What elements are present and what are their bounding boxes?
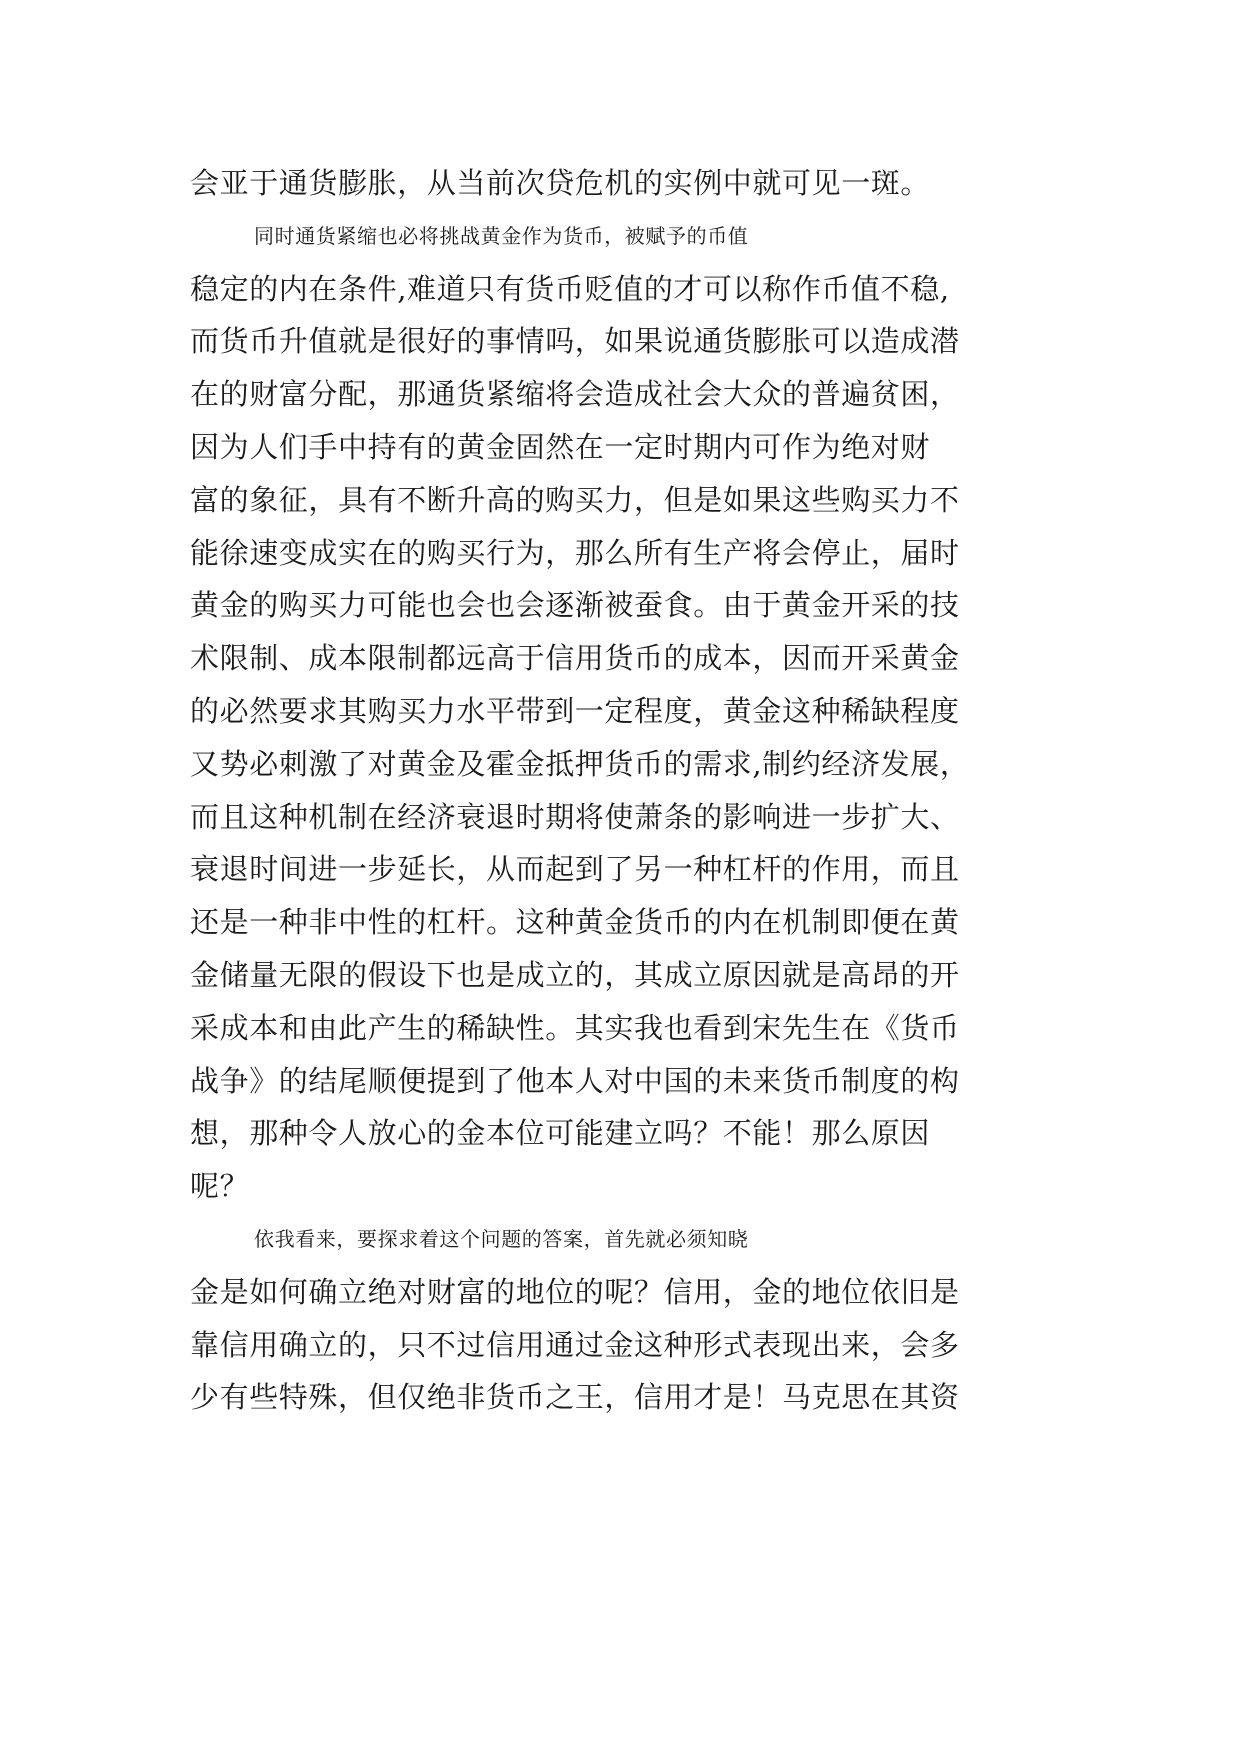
- text-line: 术限制、成本限制都远高于信用货币的成本，因而开采黄金: [190, 641, 960, 676]
- text-line: 又势必刺激了对黄金及霍金抵押货币的需求,制约经济发展，: [190, 746, 970, 781]
- text-line: 黄金的购买力可能也会也会逐渐被蚕食。由于黄金开采的技: [190, 588, 960, 623]
- text-line: 因为人们手中持有的黄金固然在一定时期内可作为绝对财: [190, 429, 931, 464]
- text-line: 依我看来，要探求着这个问题的答案，首先就必须知晓: [254, 1226, 749, 1251]
- text-line: 衰退时间进一步延长，从而起到了另一种杠杆的作用，而且: [190, 852, 960, 887]
- text-line: 少有些特殊，但仅绝非货币之王，信用才是！马克思在其资: [190, 1380, 960, 1415]
- text-line: 而货币升值就是很好的事情吗，如果说通货膨胀可以造成潜: [190, 324, 960, 359]
- text-line: 靠信用确立的，只不过信用通过金这种形式表现出来，会多: [190, 1327, 960, 1362]
- text-line: 稳定的内在条件,难道只有货币贬值的才可以称作币值不稳,: [190, 271, 950, 306]
- text-line: 战争》的结尾顺便提到了他本人对中国的未来货币制度的构: [190, 1063, 960, 1098]
- text-line: 想，那种令人放心的金本位可能建立吗？不能！那么原因: [190, 1116, 931, 1151]
- text-line: 金是如何确立绝对财富的地位的呢？信用，金的地位依旧是: [190, 1274, 960, 1309]
- text-line: 能徐速变成实在的购买行为，那么所有生产将会停止，届时: [190, 535, 960, 570]
- text-line: 富的象征，具有不断升高的购买力，但是如果这些购买力不: [190, 482, 960, 517]
- text-line: 还是一种非中性的杠杆。这种黄金货币的内在机制即便在黄: [190, 905, 960, 940]
- text-line: 会亚于通货膨胀，从当前次贷危机的实例中就可见一斑。: [190, 166, 931, 200]
- text-line: 金储量无限的假设下也是成立的，其成立原因就是高昂的开: [190, 957, 960, 992]
- text-line: 同时通货紧缩也必将挑战黄金作为货币，被赋予的币值: [254, 223, 749, 248]
- text-line: 呢？: [190, 1169, 250, 1204]
- body-text: [190, 157, 1070, 1424]
- text-line: 的必然要求其购买力水平带到一定程度，黄金这种稀缺程度: [190, 693, 960, 728]
- text-line: 而且这种机制在经济衰退时期将使萧条的影响进一步扩大、: [190, 799, 960, 834]
- text-line: 采成本和由此产生的稀缺性。其实我也看到宋先生在《货币: [190, 1010, 960, 1045]
- text-line: 在的财富分配，那通货紧缩将会造成社会大众的普遍贫困，: [190, 377, 960, 412]
